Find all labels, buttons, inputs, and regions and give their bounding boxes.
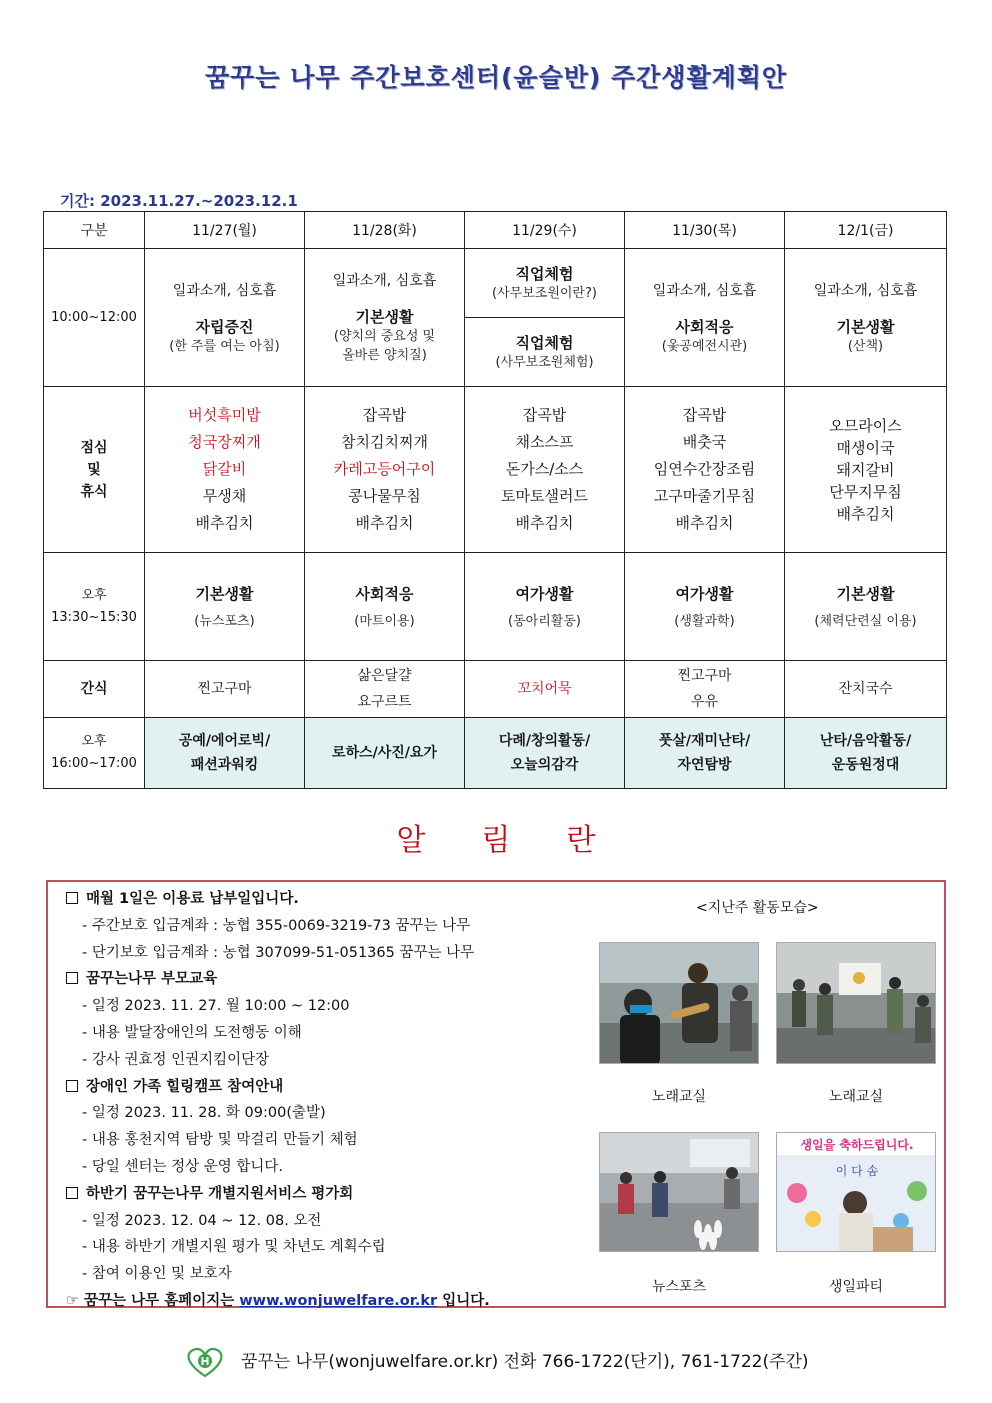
photo-caption: 노래교실 [651, 1089, 707, 1105]
activity-photo [776, 1132, 936, 1252]
menu-item: 배추김치 [195, 514, 254, 532]
pm-sub: (마트이용) [354, 613, 415, 629]
menu-item: 배추김치 [515, 514, 574, 532]
notice-title: 알림란 [396, 823, 652, 858]
lunch-cell-wed [465, 387, 625, 553]
menu-item: 돈가스/소스 [505, 460, 584, 478]
snack-item: 삶은달걀 [357, 668, 412, 684]
snack-cell-tue [305, 661, 465, 718]
am-intro: 일과소개, 심호흡 [332, 273, 437, 289]
pm-cell-tue [305, 553, 465, 661]
photo-caption: 뉴스포츠 [651, 1279, 707, 1295]
snack-cell-mon [145, 661, 305, 718]
day-header: 12/1(금) [785, 212, 947, 249]
am-sub: (산책) [847, 338, 884, 354]
notice-item: - 주간보호 입금계좌 : 농협 355-0069-3219-73 꿈꾸는 나무 [82, 917, 471, 934]
am-main: 기본생활 [355, 308, 414, 326]
menu-item: 배추김치 [675, 514, 734, 532]
notice-item: - 일정 2023. 12. 04 ~ 12. 08. 오전 [82, 1212, 322, 1229]
corner-cell: 구분 [44, 212, 145, 249]
notice-item: - 내용 발달장애인의 도전행동 이해 [82, 1024, 302, 1041]
am-intro: 일과소개, 심호흡 [172, 282, 277, 299]
am-cell-thu [625, 249, 785, 387]
day-header: 11/30(목) [625, 212, 785, 249]
pm-sub: (생활과학) [674, 613, 735, 629]
row-label-pm: 오후 13:30~15:30 [44, 553, 145, 661]
menu-item: 돼지갈비 [836, 460, 895, 479]
late-cell-mon: 공예/에어로빅/ 패션과워킹 [145, 718, 305, 789]
menu-item: 배추김치 [355, 514, 414, 532]
lunch-cell-mon [145, 387, 305, 553]
notice-item: - 강사 권효정 인권지킴이단장 [82, 1051, 270, 1068]
photo-caption: 생일파티 [828, 1279, 884, 1295]
menu-item: 버섯흑미밥 [188, 406, 261, 424]
menu-item: 매생이국 [836, 438, 895, 457]
pm-sub: (체력단련실 이용) [814, 613, 917, 629]
table-row [44, 553, 947, 661]
am-main: 직업체험 [515, 265, 574, 283]
am-sub: (양치의 중요성 및 [333, 329, 436, 344]
menu-item: 토마토샐러드 [501, 487, 588, 505]
menu-item: 카레고등어구이 [333, 460, 436, 478]
menu-item: 잡곡밥 [682, 406, 727, 424]
late-cell-thu: 풋살/재미난타/ 자연탐방 [625, 718, 785, 789]
menu-item: 청국장찌개 [188, 433, 261, 451]
am-cell-tue [305, 249, 465, 387]
banner-text: 생일을 축하드립니다. [800, 1138, 914, 1152]
menu-item: 채소스프 [515, 433, 574, 451]
activity-photo [776, 942, 936, 1064]
day-header: 11/28(화) [305, 212, 465, 249]
snack-cell-fri [785, 661, 947, 718]
pm-sub: (뉴스포츠) [194, 613, 255, 629]
homepage-line: ☞ 꿈꾸는 나무 홈페이지는 www.wonjuwelfare.or.kr 입니다. [66, 1292, 490, 1309]
snack-cell-wed [465, 661, 625, 718]
row-label-lunch: 점심 및 휴식 [44, 387, 145, 553]
lunch-cell-thu [625, 387, 785, 553]
lunch-cell-fri [785, 387, 947, 553]
snack-item: 꼬치어묵 [517, 681, 572, 697]
am-cell-wed [465, 249, 625, 387]
notice-item: - 참여 이용인 및 보호자 [82, 1266, 232, 1283]
am-intro: 일과소개, 심호흡 [652, 282, 757, 299]
footer-text: 꿈꾸는 나무(wonjuwelfare.or.kr) 전화 766-1722(단기), 761-1722(주간) [240, 1352, 809, 1372]
table-row [44, 387, 947, 553]
photos-caption: <지난주 활동모습> [696, 900, 819, 916]
am-main: 기본생활 [836, 317, 895, 336]
am-cell-mon [145, 249, 305, 387]
notice-heading: 하반기 꿈꾸는나무 개별지원서비스 평가회 [66, 1181, 606, 1208]
am-cell-fri [785, 249, 947, 387]
banner-name: 이 다 솜 [835, 1164, 879, 1178]
notice-item: - 내용 하반기 개별지원 평가 및 차년도 계획수립 [82, 1239, 386, 1256]
pm-main: 기본생활 [836, 584, 895, 603]
am-sub: (한 주를 여는 아침) [169, 338, 280, 354]
notice-heading: 매월 1일은 이용료 납부일입니다. [66, 886, 606, 913]
day-header: 11/27(월) [145, 212, 305, 249]
page-title: 꿈꾸는 나무 주간보호센터(윤슬반) 주간생활계획안 [204, 63, 788, 92]
menu-item: 배추김치 [836, 504, 895, 523]
late-cell-tue: 로하스/사진/요가 [305, 718, 465, 789]
notice-heading: 꿈꾸는나무 부모교육 [66, 966, 606, 993]
menu-item: 무생채 [202, 487, 247, 505]
menu-item: 임연수간장조림 [653, 460, 756, 478]
am-sub: 올바른 양치질) [342, 348, 427, 363]
menu-item: 배춧국 [682, 433, 727, 451]
pm-main: 여가생활 [675, 584, 734, 603]
notice-item: - 내용 홍천지역 탐방 및 막걸리 만들기 체험 [82, 1132, 358, 1149]
lunch-cell-tue [305, 387, 465, 553]
snack-item: 요구르트 [357, 694, 412, 710]
pm-main: 기본생활 [195, 584, 254, 603]
menu-item: 잡곡밥 [362, 406, 407, 424]
notice-item: - 단기보호 입금계좌 : 농협 307099-51-051365 꿈꾸는 나무 [82, 944, 475, 961]
am-sub: (옻공예전시관) [661, 338, 748, 354]
row-label-am: 10:00~12:00 [44, 249, 145, 387]
am-main: 직업체험 [515, 334, 574, 352]
footer [0, 1346, 992, 1378]
activity-photo [599, 1132, 759, 1252]
snack-item: 잔치국수 [838, 681, 893, 697]
period-label: 기간: 2023.11.27.~2023.12.1 [60, 192, 298, 210]
notice-item: - 일정 2023. 11. 28. 화 09:00(출발) [82, 1105, 326, 1122]
activity-photo [599, 942, 759, 1064]
weekly-plan-table [43, 211, 947, 789]
menu-item: 닭갈비 [202, 460, 247, 478]
pm-sub: (동아리활동) [508, 613, 581, 629]
photo-caption: 노래교실 [828, 1089, 884, 1105]
am-main: 사회적응 [675, 317, 734, 336]
late-cell-fri: 난타/음악활동/ 운동원정대 [785, 718, 947, 789]
row-label-late: 오후 16:00~17:00 [44, 718, 145, 789]
am-sub: (사무보조원이란?) [492, 286, 597, 301]
row-label-snack: 간식 [44, 661, 145, 718]
menu-item: 콩나물무침 [348, 487, 421, 505]
late-cell-wed: 다례/창의활동/ 오늘의감각 [465, 718, 625, 789]
am-sub: (사무보조원체험) [495, 355, 594, 370]
table-header-row [44, 212, 947, 249]
pm-main: 여가생활 [515, 584, 574, 603]
menu-item: 잡곡밥 [522, 406, 567, 424]
notice-heading: 장애인 가족 힐링캠프 참여안내 [66, 1074, 606, 1101]
snack-cell-thu [625, 661, 785, 718]
am-intro: 일과소개, 심호흡 [813, 282, 918, 299]
menu-item: 고구마줄기무침 [653, 487, 756, 505]
pm-main: 사회적응 [355, 584, 414, 603]
day-header: 11/29(수) [465, 212, 625, 249]
table-row [44, 661, 947, 718]
snack-item: 찐고구마 [197, 681, 252, 697]
notice-item: - 당일 센터는 정상 운영 합니다. [82, 1158, 283, 1175]
table-row [44, 718, 947, 789]
pm-cell-mon [145, 553, 305, 661]
pm-cell-fri [785, 553, 947, 661]
notice-item: - 일정 2023. 11. 27. 월 10:00 ~ 12:00 [82, 998, 350, 1015]
pm-cell-wed [465, 553, 625, 661]
table-row [44, 249, 947, 387]
notice-list [66, 886, 606, 1315]
pm-cell-thu [625, 553, 785, 661]
menu-item: 단무지무침 [829, 482, 902, 501]
menu-item: 참치김치찌개 [341, 433, 428, 451]
heart-logo-icon [183, 1346, 227, 1378]
homepage-link[interactable]: www.wonjuwelfare.or.kr [239, 1292, 438, 1309]
am-main: 자립증진 [195, 317, 254, 336]
menu-item: 오므라이스 [829, 416, 902, 435]
snack-item: 우유 [690, 694, 719, 710]
snack-item: 찐고구마 [677, 668, 732, 684]
